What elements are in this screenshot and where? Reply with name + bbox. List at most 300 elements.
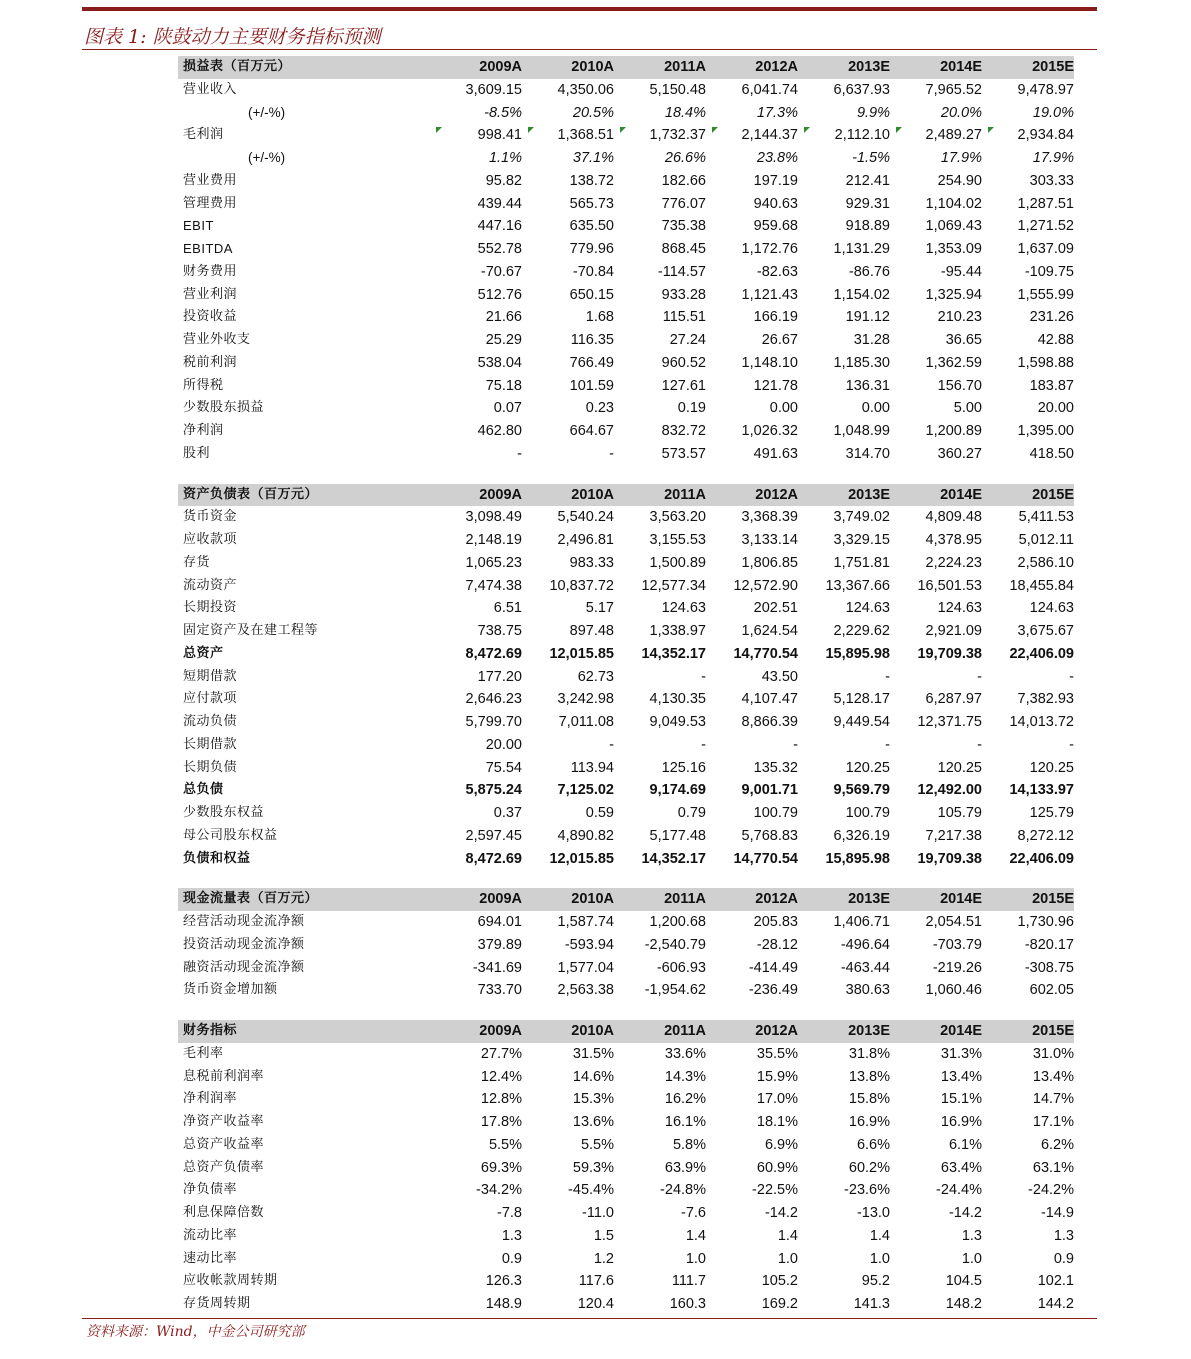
value-cell: 135.32 [753, 759, 798, 776]
table-row [178, 1043, 1074, 1066]
value-cell: 933.28 [661, 286, 706, 303]
table-row [178, 1179, 1074, 1202]
row-label: 应付款项 [183, 691, 238, 707]
value-cell: 138.72 [569, 172, 614, 189]
value-cell: 13,367.66 [825, 577, 890, 594]
year-header: 2015E [982, 1020, 1074, 1043]
value-cell: - [885, 668, 890, 685]
value-cell: -70.67 [480, 263, 522, 280]
year-header: 2011A [614, 1020, 706, 1043]
year-header: 2014E [890, 56, 982, 79]
value-cell: 2,586.10 [1017, 554, 1074, 571]
value-cell: -593.94 [564, 936, 614, 953]
value-cell: 115.51 [662, 309, 706, 326]
value-cell: -236.49 [748, 982, 798, 999]
value-cell: 14,013.72 [1009, 714, 1074, 730]
row-label: 总资产负债率 [183, 1159, 265, 1175]
value-cell: 379.89 [477, 936, 522, 953]
value-cell: 17.3% [756, 104, 798, 121]
value-cell: 8,472.69 [465, 645, 522, 662]
value-cell: 17.1% [1032, 1114, 1074, 1130]
table-row [178, 1270, 1074, 1293]
value-cell: 4,809.48 [925, 509, 982, 526]
value-cell: 1,353.09 [925, 241, 982, 257]
value-cell: 95.82 [485, 172, 522, 189]
value-cell: 1,362.59 [925, 354, 982, 371]
row-label: EBITDA [183, 241, 233, 256]
value-cell: 1.0 [961, 1250, 982, 1267]
table-row [178, 124, 1074, 147]
section-title: 财务指标 [178, 1020, 430, 1043]
value-cell: 60.2% [848, 1159, 890, 1176]
value-cell: 3,749.02 [833, 509, 890, 526]
value-cell: 3,329.15 [833, 532, 890, 548]
table-row [178, 643, 1074, 666]
value-cell: 14,352.17 [641, 645, 706, 662]
row-label: 少数股东权益 [183, 805, 265, 820]
value-cell: 1.2 [593, 1250, 614, 1267]
row-label: 少数股东损益 [183, 400, 265, 416]
value-cell: 26.6% [664, 150, 706, 166]
value-cell: 2,597.45 [465, 827, 522, 844]
value-cell: 5.5% [580, 1136, 614, 1153]
value-cell: 2,144.37 [706, 124, 798, 147]
value-cell: 202.51 [753, 600, 798, 617]
value-cell: 6,041.74 [741, 81, 798, 98]
row-label: 管理费用 [183, 195, 238, 211]
row-label: 净资产收益率 [183, 1114, 265, 1129]
value-cell: 16.9% [940, 1114, 982, 1130]
value-cell: 552.78 [477, 241, 522, 257]
value-cell: -703.79 [932, 936, 982, 953]
value-cell: 15.8% [848, 1091, 890, 1108]
section-title: 损益表（百万元） [178, 56, 430, 79]
value-cell: 205.83 [753, 914, 798, 930]
value-cell: 31.3% [940, 1045, 982, 1062]
row-label: 净负债率 [183, 1182, 238, 1198]
value-cell: 512.76 [477, 286, 522, 303]
value-cell: 766.49 [569, 354, 614, 371]
value-cell: 1,500.89 [649, 554, 706, 571]
table-row [178, 238, 1074, 261]
row-label: 流动资产 [183, 577, 238, 593]
value-cell: 3,242.98 [557, 691, 614, 708]
value-cell: 121.78 [753, 377, 798, 394]
value-cell: 447.16 [477, 218, 522, 235]
value-cell: 0.19 [677, 400, 706, 417]
source-note: 资料来源：Wind，中金公司研究部 [86, 1324, 305, 1340]
value-cell: 191.12 [845, 309, 890, 326]
value-cell: 5.17 [585, 600, 614, 617]
value-cell: 148.2 [945, 1296, 982, 1312]
value-cell: 5,799.70 [465, 714, 522, 730]
value-cell: 105.2 [761, 1273, 798, 1290]
value-cell: -341.69 [472, 959, 522, 976]
row-label: 毛利润 [183, 127, 224, 143]
value-cell: 1.5 [593, 1227, 614, 1244]
value-cell: 7,382.93 [1017, 691, 1074, 708]
value-cell: 1,368.51 [522, 124, 614, 147]
value-cell: 1.3 [501, 1227, 522, 1244]
value-cell: 7,217.38 [925, 827, 982, 844]
table-row [178, 79, 1074, 102]
value-cell: 0.00 [861, 400, 890, 417]
value-cell: -109.75 [1024, 263, 1074, 280]
value-cell: 998.41 [430, 124, 522, 147]
value-cell: 3,155.53 [649, 532, 706, 548]
value-cell: 169.2 [761, 1296, 798, 1312]
value-cell: 9,174.69 [649, 782, 706, 799]
value-cell: 650.15 [569, 286, 614, 303]
value-cell: 1.0 [869, 1250, 890, 1267]
value-cell: 4,350.06 [557, 81, 614, 98]
row-label: 税前利润 [183, 354, 238, 370]
value-cell: 113.94 [570, 759, 614, 776]
value-cell: 9,449.54 [833, 714, 890, 730]
financial-table [178, 56, 1074, 1316]
value-cell: 6.9% [764, 1136, 798, 1153]
value-cell: -70.84 [572, 263, 614, 280]
row-label: 总资产收益率 [183, 1136, 265, 1152]
year-header: 2014E [890, 888, 982, 911]
table-row [178, 420, 1074, 443]
value-cell: 124.63 [937, 600, 982, 617]
section-spacer [178, 1002, 1074, 1020]
row-label: 融资活动现金流净额 [183, 959, 305, 975]
year-header: 2009A [430, 1020, 522, 1043]
section-spacer [178, 870, 1074, 888]
year-header: 2011A [614, 888, 706, 911]
value-cell: 918.89 [845, 218, 890, 235]
row-label: 投资收益 [183, 309, 238, 325]
row-label: 净利润 [183, 423, 224, 438]
value-cell: 36.65 [945, 332, 982, 348]
value-cell: 160.3 [669, 1296, 706, 1312]
value-cell: 7,011.08 [558, 714, 614, 730]
value-cell: 15.9% [756, 1068, 798, 1085]
spacer-cell [178, 870, 1074, 888]
value-cell: 1,325.94 [925, 286, 982, 303]
table-row [178, 1157, 1074, 1180]
value-cell: 7,125.02 [557, 782, 614, 799]
value-cell: -82.63 [756, 263, 798, 280]
value-cell: 27.7% [480, 1045, 522, 1062]
value-cell: 182.66 [661, 172, 706, 189]
value-cell: 1,587.74 [557, 914, 614, 930]
value-cell: 1,338.97 [649, 623, 706, 639]
value-cell: -95.44 [940, 263, 982, 280]
value-cell: 15,895.98 [825, 850, 890, 867]
value-cell: -11.0 [582, 1205, 614, 1221]
value-cell: -1,954.62 [644, 982, 706, 999]
year-header: 2010A [522, 888, 614, 911]
row-label: 营业收入 [183, 81, 238, 97]
value-cell: 1,069.43 [925, 218, 982, 235]
row-label: 负债和权益 [183, 850, 251, 866]
value-cell: 37.1% [572, 150, 614, 166]
value-cell: 12.8% [480, 1091, 522, 1108]
table-row [178, 666, 1074, 689]
year-header: 2013E [798, 56, 890, 79]
value-cell: 31.0% [1032, 1045, 1074, 1062]
value-cell: 4,107.47 [741, 691, 798, 708]
value-cell: -7.6 [681, 1205, 706, 1221]
year-header: 2012A [706, 56, 798, 79]
value-cell: 1,287.51 [1017, 195, 1074, 212]
value-cell: -1.5% [852, 150, 890, 166]
table-row [178, 711, 1074, 734]
value-cell: 126.3 [485, 1273, 522, 1290]
table-row [178, 934, 1074, 957]
value-cell: 63.9% [664, 1159, 706, 1176]
value-cell: 5,012.11 [1018, 532, 1074, 548]
value-cell: - [609, 445, 614, 462]
value-cell: 6,287.97 [925, 691, 982, 708]
row-label: 毛利率 [183, 1045, 224, 1061]
value-cell: 60.9% [756, 1159, 798, 1176]
value-cell: 0.00 [769, 400, 798, 417]
value-cell: 0.37 [493, 805, 522, 821]
table-row [178, 261, 1074, 284]
table-row [178, 1202, 1074, 1225]
table-row [178, 306, 1074, 329]
year-header: 2010A [522, 1020, 614, 1043]
value-cell: -308.75 [1024, 959, 1074, 976]
value-cell: 148.9 [485, 1296, 522, 1312]
value-cell: 4,378.95 [925, 532, 982, 548]
value-cell: 2,934.84 [982, 124, 1074, 147]
section-header-row [178, 888, 1074, 911]
value-cell: 127.61 [661, 377, 706, 394]
value-cell: -14.2 [764, 1205, 798, 1221]
table-row [178, 597, 1074, 620]
row-label: 流动比率 [183, 1227, 238, 1243]
row-label: 股利 [183, 445, 211, 461]
value-cell: 14,770.54 [733, 850, 798, 867]
value-cell: 231.26 [1029, 309, 1074, 326]
value-cell: 13.6% [572, 1114, 614, 1130]
value-cell: 20.0% [940, 104, 982, 121]
value-cell: 1,154.02 [833, 286, 890, 303]
value-cell: 124.63 [1029, 600, 1074, 617]
value-cell: 733.70 [477, 982, 522, 999]
value-cell: 144.2 [1037, 1296, 1074, 1312]
year-header: 2015E [982, 56, 1074, 79]
value-cell: 2,224.23 [925, 554, 982, 571]
value-cell: -7.8 [497, 1205, 522, 1221]
value-cell: 8,472.69 [465, 850, 522, 867]
value-cell: -24.2% [1028, 1182, 1074, 1199]
value-cell: 868.45 [661, 241, 706, 257]
value-cell: 3,133.14 [741, 532, 798, 548]
value-cell: 141.3 [853, 1296, 890, 1312]
value-cell: 210.23 [937, 309, 982, 326]
value-cell: 125.16 [661, 759, 706, 776]
value-cell: 95.2 [861, 1273, 890, 1290]
row-label: 存货周转期 [183, 1296, 251, 1311]
year-header: 2012A [706, 484, 798, 507]
row-label: 经营活动现金流净额 [183, 914, 305, 929]
value-cell: 12,577.34 [641, 577, 706, 594]
value-cell: 35.5% [756, 1045, 798, 1062]
value-cell: 116.35 [570, 332, 614, 348]
value-cell: 31.8% [848, 1045, 890, 1062]
year-header: 2014E [890, 1020, 982, 1043]
row-label: 流动负债 [183, 714, 238, 729]
value-cell: 0.9 [501, 1250, 522, 1267]
value-cell: 9,478.97 [1017, 81, 1074, 98]
value-cell: 16.1% [664, 1114, 706, 1130]
value-cell: 13.8% [848, 1068, 890, 1085]
value-cell: 5,150.48 [649, 81, 706, 98]
row-label: (+/-%) [248, 104, 286, 120]
value-cell: 1.0 [685, 1250, 706, 1267]
section-spacer [178, 466, 1074, 484]
value-cell: 7,474.38 [465, 577, 522, 594]
table-row [178, 1088, 1074, 1111]
value-cell: - [517, 445, 522, 462]
table-row [178, 957, 1074, 980]
value-cell: 565.73 [569, 195, 614, 212]
value-cell: 42.88 [1037, 332, 1074, 348]
section-header-row [178, 56, 1074, 79]
table-row [178, 779, 1074, 802]
value-cell: 0.59 [585, 805, 614, 821]
year-header: 2009A [430, 888, 522, 911]
value-cell: - [977, 736, 982, 753]
value-cell: - [701, 736, 706, 753]
value-cell: 735.38 [661, 218, 706, 235]
table-row [178, 284, 1074, 307]
table-row [178, 1225, 1074, 1248]
row-label: EBIT [183, 218, 214, 234]
value-cell: 1,732.37 [614, 124, 706, 147]
value-cell: -496.64 [840, 936, 890, 953]
value-cell: -114.57 [657, 263, 706, 280]
value-cell: - [701, 668, 706, 685]
value-cell: 8,866.39 [741, 714, 798, 730]
value-cell: 3,675.67 [1017, 623, 1074, 639]
value-cell: 31.28 [853, 332, 890, 348]
year-header: 2012A [706, 1020, 798, 1043]
value-cell: - [977, 668, 982, 685]
value-cell: 439.44 [477, 195, 522, 212]
value-cell: 1,730.96 [1017, 914, 1074, 930]
value-cell: 5.8% [672, 1136, 706, 1153]
value-cell: 0.23 [585, 400, 614, 417]
value-cell: 104.5 [945, 1273, 982, 1290]
value-cell: 1.4 [685, 1227, 706, 1244]
value-cell: 2,489.27 [890, 124, 982, 147]
value-cell: 15.1% [940, 1091, 982, 1108]
value-cell: 5,411.53 [1018, 509, 1074, 526]
value-cell: 197.19 [753, 172, 798, 189]
bottom-rule [82, 1318, 1097, 1319]
row-label: 母公司股东权益 [183, 827, 278, 843]
value-cell: 17.0% [756, 1091, 798, 1108]
value-cell: 12,015.85 [549, 645, 614, 662]
table-row [178, 575, 1074, 598]
financial-table-body [178, 56, 1074, 1316]
row-label: 财务费用 [183, 263, 238, 279]
value-cell: 111.7 [671, 1273, 706, 1290]
value-cell: 2,646.23 [465, 691, 522, 708]
table-row [178, 757, 1074, 780]
value-cell: -2,540.79 [644, 936, 706, 953]
value-cell: 75.18 [485, 377, 522, 394]
table-row [178, 102, 1074, 125]
value-cell: 17.9% [940, 150, 982, 166]
title-rule [82, 49, 1097, 50]
value-cell: 102.1 [1037, 1273, 1074, 1290]
value-cell: 14,133.97 [1009, 782, 1074, 799]
value-cell: 694.01 [477, 914, 522, 930]
value-cell: 6.6% [856, 1136, 890, 1153]
value-cell: 18.1% [756, 1114, 798, 1130]
value-cell: - [793, 736, 798, 753]
value-cell: 101.59 [569, 377, 614, 394]
value-cell: 19,709.38 [917, 645, 982, 662]
value-cell: 776.07 [661, 195, 706, 212]
value-cell: 1,624.54 [741, 623, 798, 639]
value-cell: 12,572.90 [733, 577, 798, 594]
value-cell: 1,395.00 [1017, 423, 1074, 439]
year-header: 2013E [798, 1020, 890, 1043]
value-cell: 2,496.81 [557, 532, 614, 548]
value-cell: 491.63 [753, 445, 798, 462]
value-cell: 20.5% [572, 104, 614, 121]
value-cell: 19.0% [1032, 104, 1074, 121]
year-header: 2013E [798, 484, 890, 507]
value-cell: 3,563.20 [649, 509, 706, 526]
table-row [178, 1248, 1074, 1271]
value-cell: 2,921.09 [925, 623, 982, 639]
value-cell: 17.8% [480, 1114, 522, 1130]
value-cell: 5,540.24 [557, 509, 614, 526]
value-cell: 26.67 [761, 332, 798, 348]
value-cell: 2,229.62 [833, 623, 890, 639]
value-cell: 14.6% [572, 1068, 614, 1085]
value-cell: 120.25 [845, 759, 890, 776]
value-cell: 6,637.93 [833, 81, 890, 98]
section-title: 现金流量表（百万元） [178, 888, 430, 911]
table-row [178, 170, 1074, 193]
year-header: 2010A [522, 484, 614, 507]
value-cell: 177.20 [477, 668, 522, 685]
table-row [178, 979, 1074, 1002]
value-cell: 22,406.09 [1009, 645, 1074, 662]
value-cell: 1,806.85 [741, 554, 798, 571]
value-cell: -606.93 [656, 959, 706, 976]
row-label: 应收款项 [183, 532, 238, 547]
value-cell: 5.5% [488, 1136, 522, 1153]
value-cell: 1,406.71 [833, 914, 890, 930]
table-row [178, 329, 1074, 352]
value-cell: 43.50 [761, 668, 798, 685]
value-cell: 3,609.15 [465, 81, 522, 98]
value-cell: 1,121.43 [741, 286, 798, 303]
value-cell: 573.57 [661, 445, 706, 462]
row-label: 长期负债 [183, 759, 238, 775]
value-cell: -22.5% [752, 1182, 798, 1199]
value-cell: 940.63 [753, 195, 798, 212]
table-row [178, 352, 1074, 375]
value-cell: 664.67 [569, 423, 614, 439]
value-cell: 1,598.88 [1017, 354, 1074, 371]
value-cell: 124.63 [845, 600, 890, 617]
value-cell: 2,054.51 [925, 914, 982, 930]
value-cell: 2,563.38 [557, 982, 614, 999]
